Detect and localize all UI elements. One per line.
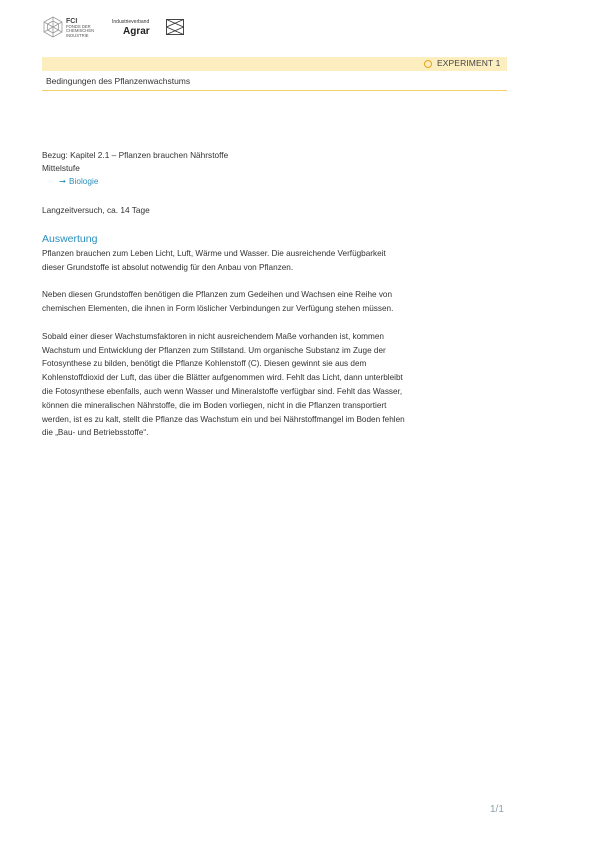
experiment-label: EXPERIMENT 1 — [437, 58, 501, 68]
level-text: Mittelstufe — [42, 163, 80, 173]
experiment-bar — [42, 57, 507, 71]
page-subtitle: Bedingungen des Pflanzenwachstums — [46, 76, 191, 86]
header-divider — [42, 90, 507, 91]
paragraph: Pflanzen brauchen zum Leben Licht, Luft, Wärme und Wasser. Die ausreichende Verfügbarkeit dieser Grundstoffe ist absolut notwendig für den Anbau von Pflanzen. — [42, 249, 386, 272]
circle-icon — [424, 60, 432, 68]
fci-logo-line1: FCI — [66, 18, 78, 25]
fci-logo-icon — [42, 16, 64, 42]
section-title: Auswertung — [42, 233, 98, 245]
section-body — [42, 247, 410, 454]
meta-block — [42, 149, 228, 188]
paragraph: Neben diesen Grundstoffen benötigen die Pflanzen zum Gedeihen und Wachsen eine Reihe von chemischen Elementen, die ihnen in Form löslicher Verbindungen zur Verfügung stehen müssen. — [42, 290, 394, 314]
reference-text: Bezug: Kapitel 2.1 – Pflanzen brauchen Nährstoffe — [42, 150, 229, 160]
fci-logo-line4: INDUSTRIE — [66, 32, 89, 38]
ia-logo-small: Industrieverband — [112, 19, 150, 25]
ia-logo-big: Agrar — [123, 26, 150, 37]
ia-logo-text — [112, 19, 150, 37]
arrow-right-icon: ➞ — [59, 176, 66, 186]
subject-link[interactable] — [59, 175, 228, 188]
fci-logo-line3: CHEMISCHEN — [66, 28, 95, 34]
header-logos — [42, 16, 202, 44]
paragraph: Sobald einer dieser Wachstumsfaktoren in nicht ausreichendem Maße vorhanden ist, kommen Wachstum und Entwicklung der Pflanzen zum Stillstand. Um organische Substanz im Zuge der Fotosynthese zu bilden, benötigt die Pflanze Kohlenstoff (C). Diesen gewinnt sie aus dem Kohlenstoffdioxid der Luft, das über die Blätter aufgenommen wird. Fehlt das Licht, dann unterbleibt die Fotosynthese ebenfalls, auch wenn Wasser und Mineralstoffe verfügbar sind. Fehlt das Wasser, können die mineralischen Nährstoffe, die im Boden vorliegen, nicht in die Pflanzen transportiert werden, ist es zu kalt, stellt die Pflanze das Wachstum ein und bei Nährstoffmangel im Boden fehlen die „Bau- und Betriebsstoffe“. — [42, 331, 405, 438]
duration-text: Langzeitversuch, ca. 14 Tage — [42, 205, 150, 215]
fci-logo-line2: FONDS DER — [66, 24, 91, 29]
fci-logo-text — [66, 18, 94, 38]
ia-logo-icon — [166, 19, 184, 35]
page-number: 1/1 — [490, 804, 504, 815]
subject-link-label: Biologie — [68, 176, 99, 186]
